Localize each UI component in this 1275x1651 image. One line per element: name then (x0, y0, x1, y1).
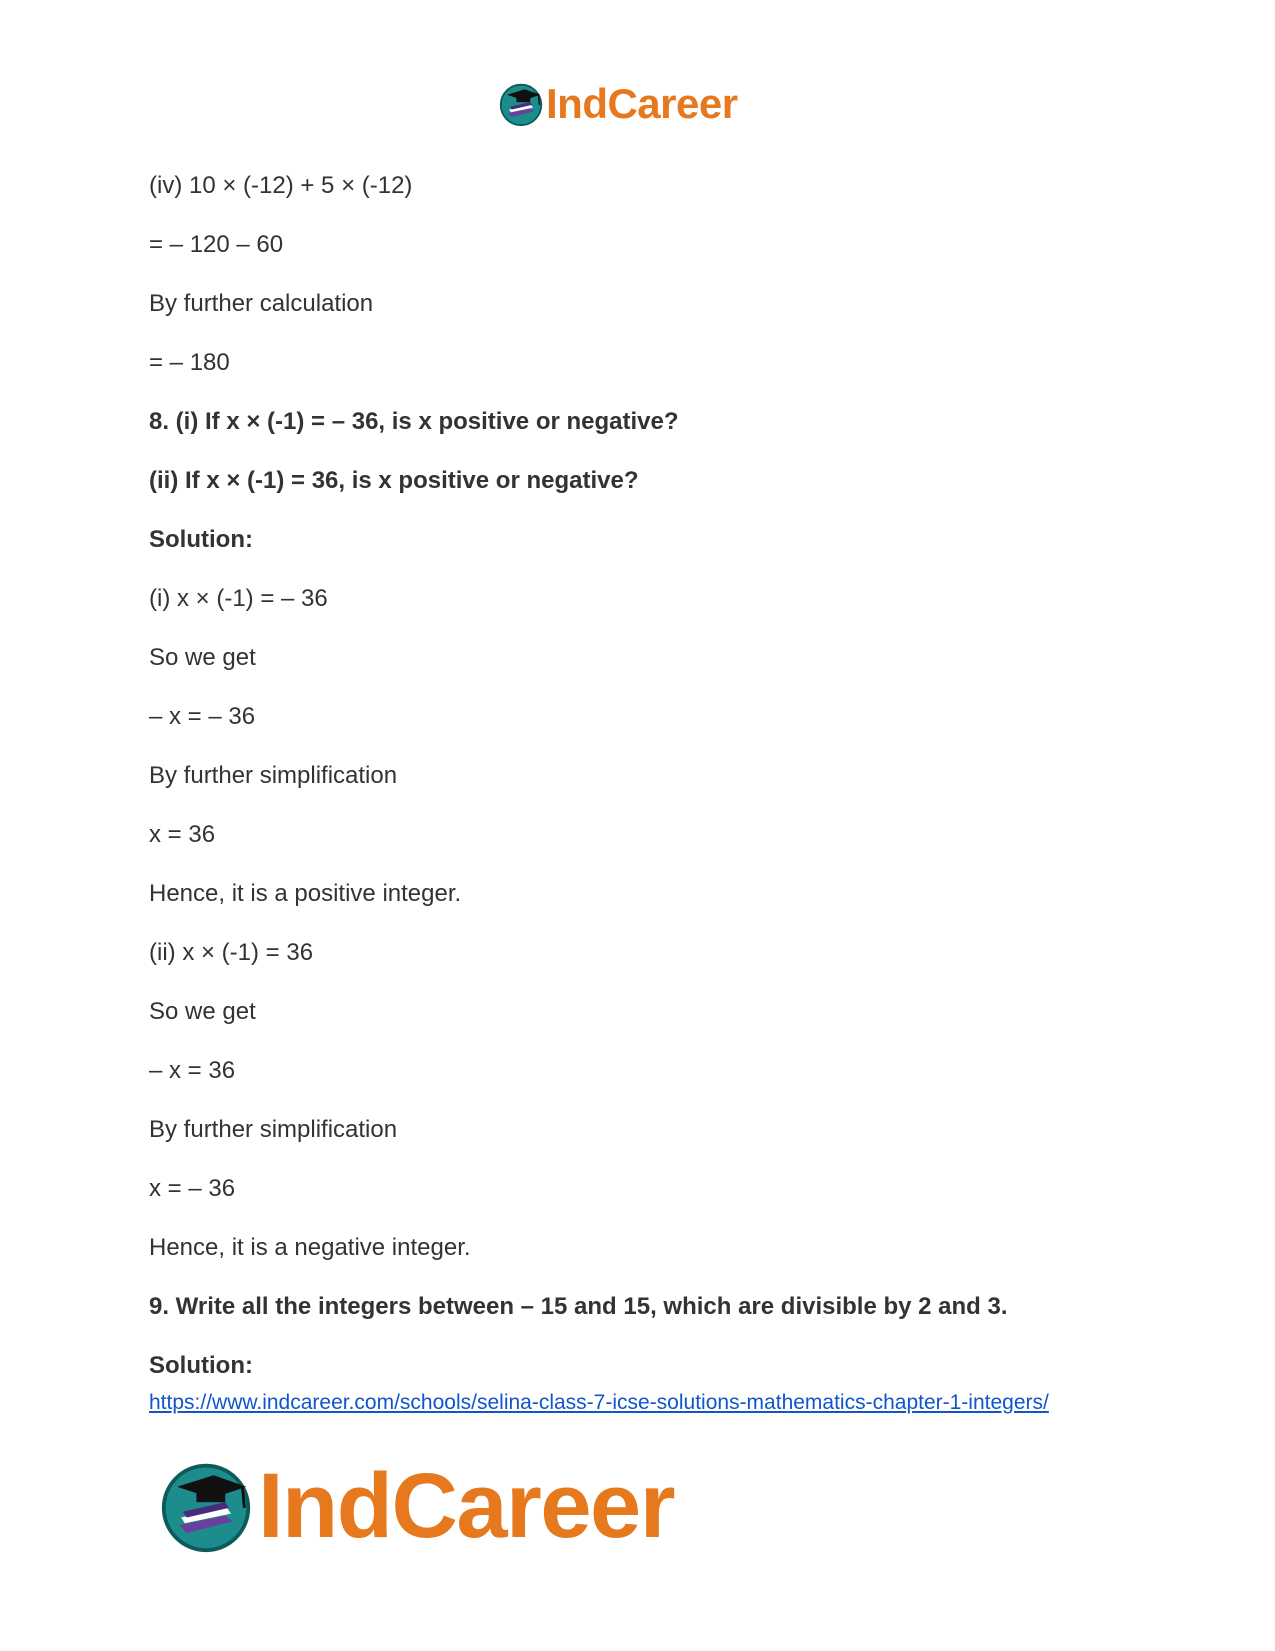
question-heading: Solution: (149, 526, 253, 553)
solution-line: – x = – 36 (149, 703, 256, 730)
source-link[interactable]: https://www.indcareer.com/schools/selina-class-7-icse-solutions-mathematics-chapter-1-integers/ (149, 1391, 1049, 1414)
question-heading: 8. (i) If x × (-1) = – 36, is x positive or negative? (149, 408, 679, 435)
solution-line: By further calculation (149, 290, 374, 317)
solution-line: So we get (149, 644, 256, 671)
document-body (149, 172, 1129, 1384)
logo-wordmark: IndCareer (258, 1454, 674, 1557)
solution-line: By further simplification (149, 1116, 398, 1143)
solution-line: (iv) 10 × (-12) + 5 × (-12) (149, 172, 413, 199)
solution-line: Hence, it is a positive integer. (149, 880, 462, 907)
graduation-globe-icon (498, 81, 544, 127)
solution-line: x = 36 (149, 821, 216, 848)
solution-line: = – 180 (149, 349, 230, 376)
solution-line: x = – 36 (149, 1175, 236, 1202)
solution-line: Hence, it is a negative integer. (149, 1234, 471, 1261)
question-heading: (ii) If x × (-1) = 36, is x positive or negative? (149, 467, 639, 494)
header-logo (498, 76, 738, 132)
question-heading: Solution: (149, 1352, 253, 1379)
solution-line: – x = 36 (149, 1057, 236, 1084)
logo-wordmark: IndCareer (546, 80, 738, 127)
solution-line: By further simplification (149, 762, 398, 789)
footer-logo (158, 1451, 674, 1561)
question-heading: 9. Write all the integers between – 15 and 15, which are divisible by 2 and 3. (149, 1293, 1008, 1320)
graduation-globe-icon (158, 1458, 254, 1554)
solution-line: (i) x × (-1) = – 36 (149, 585, 328, 612)
solution-line: So we get (149, 998, 256, 1025)
solution-line: = – 120 – 60 (149, 231, 284, 258)
solution-line: (ii) x × (-1) = 36 (149, 939, 314, 966)
